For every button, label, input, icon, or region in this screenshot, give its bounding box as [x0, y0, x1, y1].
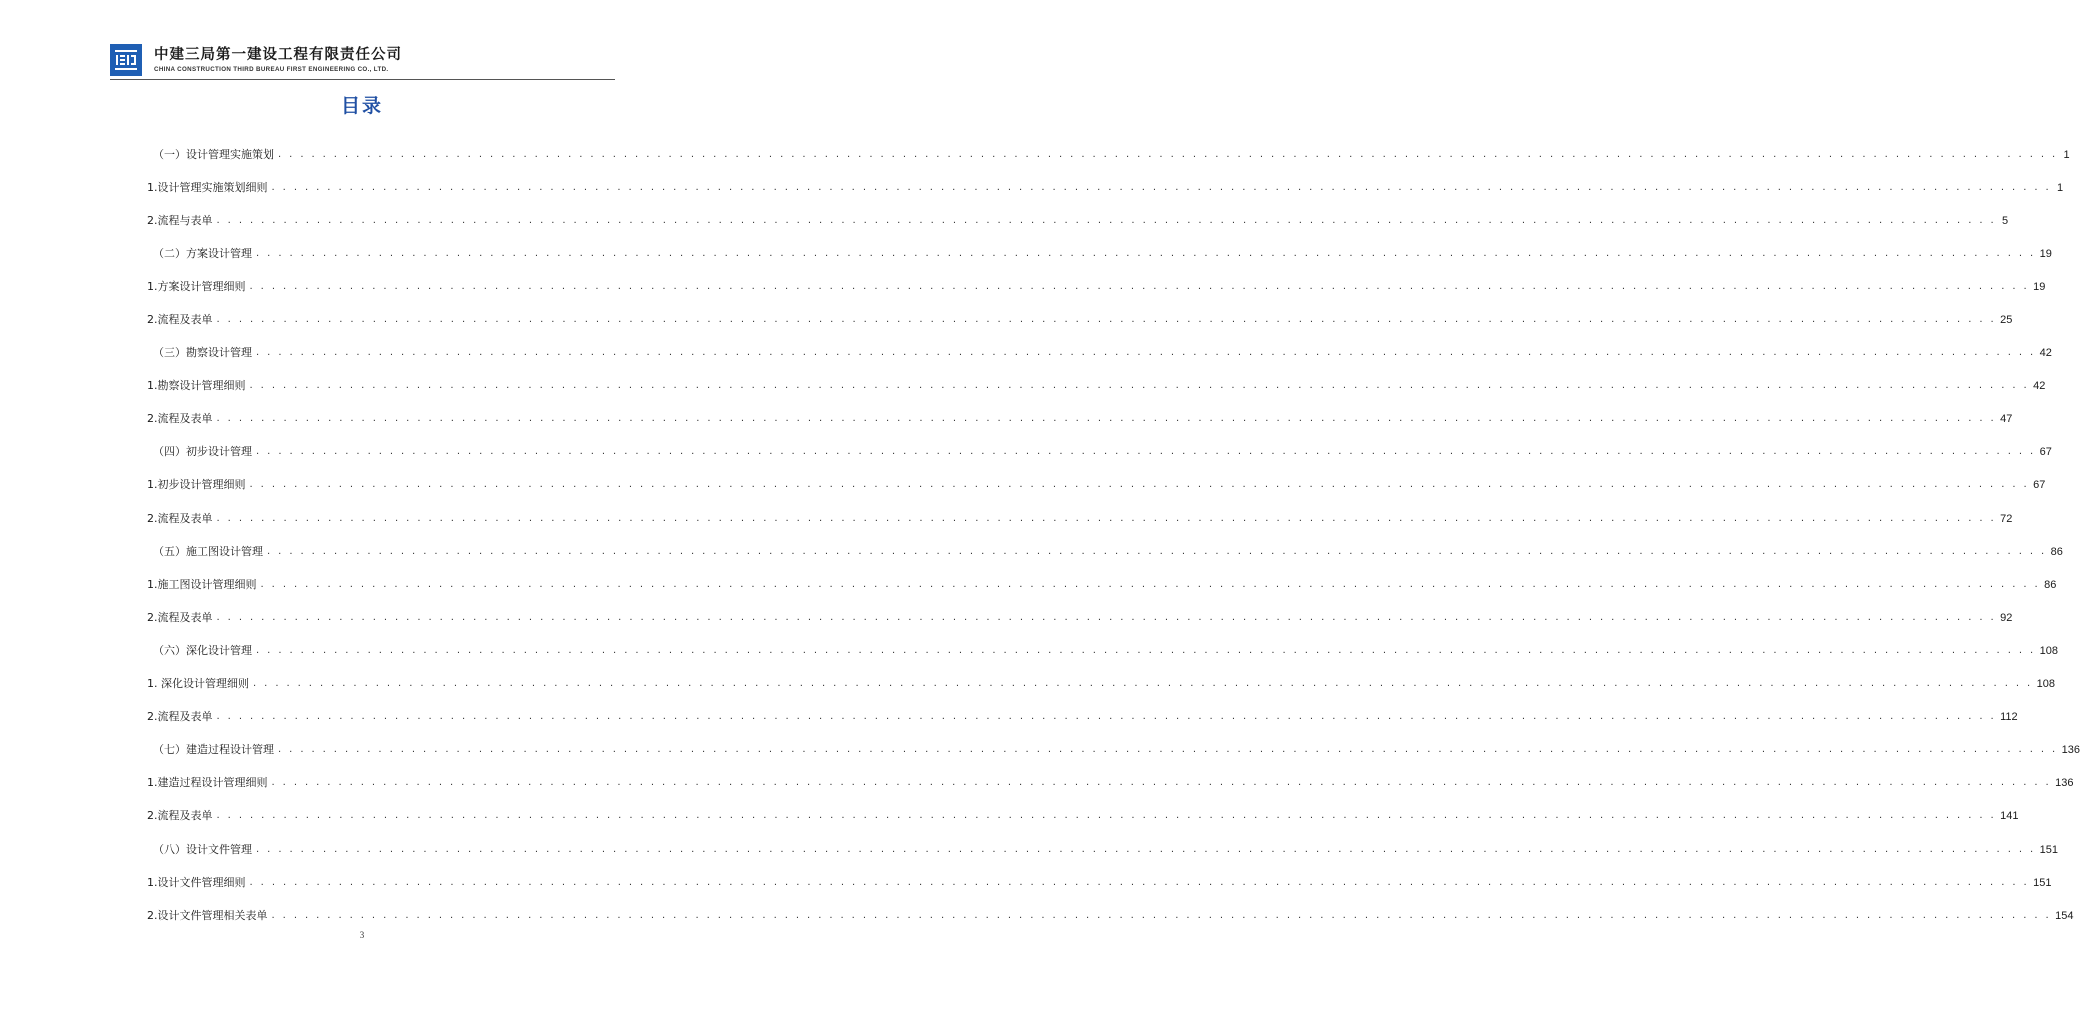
toc-entry-page: 25 [2000, 314, 2013, 327]
toc-entry[interactable] [147, 701, 2018, 734]
toc-leader-dots: . . . . . . . . . . . . . . . . . . . . . . . . . . . . . . . . . . . . . . . . . . . . . . . . . . . . . . . . . . . . . . . . . . . . . . . . . . . . . . . . . . . . . . . . . . . . . . . . . . . . . . . . . . . . . . . . . . . . . . . . . . . . . . . . . . . . . . . . . . . . . . . . . . . . . . . . . . . . . . . . [256, 247, 2036, 259]
toc-entry-label: 1.设计文件管理细则 [147, 875, 246, 889]
toc-leader-dots: . . . . . . . . . . . . . . . . . . . . . . . . . . . . . . . . . . . . . . . . . . . . . . . . . . . . . . . . . . . . . . . . . . . . . . . . . . . . . . . . . . . . . . . . . . . . . . . . . . . . . . . . . . . . . . . . . . . . . . . . . . . . . . . . . . . . . . . . . . . . . . . . . . . . . . . . . . . . . . . . [249, 876, 2030, 888]
toc-leader-dots: . . . . . . . . . . . . . . . . . . . . . . . . . . . . . . . . . . . . . . . . . . . . . . . . . . . . . . . . . . . . . . . . . . . . . . . . . . . . . . . . . . . . . . . . . . . . . . . . . . . . . . . . . . . . . . . . . . . . . . . . . . . . . . . . . . . . . . . . . . . . . . . . . . . . . . . . . . . . . . . . [216, 314, 1997, 326]
toc-entry-label: （二）方案设计管理 [153, 246, 252, 260]
toc-entry-label: 1.方案设计管理细则 [147, 279, 246, 293]
toc-entry[interactable] [147, 237, 2052, 270]
toc-entry[interactable] [147, 668, 2055, 701]
toc-entry[interactable] [147, 370, 2046, 403]
toc-entry-label: 1.建造过程设计管理细则 [147, 776, 268, 790]
toc-entry-label: 2.流程及表单 [147, 610, 213, 624]
toc-leader-dots: . . . . . . . . . . . . . . . . . . . . . . . . . . . . . . . . . . . . . . . . . . . . . . . . . . . . . . . . . . . . . . . . . . . . . . . . . . . . . . . . . . . . . . . . . . . . . . . . . . . . . . . . . . . . . . . . . . . . . . . . . . . . . . . . . . . . . . . . . . . . . . . . . . . . . . . . . . . . . . . . [278, 148, 2058, 160]
toc-entry[interactable] [147, 535, 2063, 568]
toc-entry-label: 1.施工图设计管理细则 [147, 577, 257, 591]
page-title: 目录 [340, 95, 383, 117]
toc-leader-dots: . . . . . . . . . . . . . . . . . . . . . . . . . . . . . . . . . . . . . . . . . . . . . . . . . . . . . . . . . . . . . . . . . . . . . . . . . . . . . . . . . . . . . . . . . . . . . . . . . . . . . . . . . . . . . . . . . . . . . . . . . . . . . . . . . . . . . . . . . . . . . . . . . . . . . . . . . . . . . . . . [249, 280, 2030, 292]
toc-entry-page: 136 [2061, 744, 2080, 757]
table-of-contents [147, 138, 2080, 932]
toc-entry-page: 42 [2033, 380, 2046, 393]
toc-entry[interactable] [147, 403, 2013, 436]
toc-entry[interactable] [147, 303, 2013, 336]
toc-entry-page: 154 [2055, 909, 2074, 922]
toc-entry[interactable] [147, 734, 2080, 767]
page-number: 3 [359, 930, 365, 940]
toc-entry[interactable] [147, 634, 2058, 667]
toc-leader-dots: . . . . . . . . . . . . . . . . . . . . . . . . . . . . . . . . . . . . . . . . . . . . . . . . . . . . . . . . . . . . . . . . . . . . . . . . . . . . . . . . . . . . . . . . . . . . . . . . . . . . . . . . . . . . . . . . . . . . . . . . . . . . . . . . . . . . . . . . . . . . . . . . . . . . . . . . . . . . . . . . [271, 909, 2052, 921]
toc-entry[interactable] [147, 204, 2009, 237]
toc-entry-page: 151 [2039, 843, 2058, 856]
toc-entry[interactable] [147, 568, 2057, 601]
toc-leader-dots: . . . . . . . . . . . . . . . . . . . . . . . . . . . . . . . . . . . . . . . . . . . . . . . . . . . . . . . . . . . . . . . . . . . . . . . . . . . . . . . . . . . . . . . . . . . . . . . . . . . . . . . . . . . . . . . . . . . . . . . . . . . . . . . . . . . . . . . . . . . . . . . . . . . . . . . . . . . . . . . . [216, 512, 1997, 524]
toc-leader-dots: . . . . . . . . . . . . . . . . . . . . . . . . . . . . . . . . . . . . . . . . . . . . . . . . . . . . . . . . . . . . . . . . . . . . . . . . . . . . . . . . . . . . . . . . . . . . . . . . . . . . . . . . . . . . . . . . . . . . . . . . . . . . . . . . . . . . . . . . . . . . . . . . . . . . . . . . . . . . . . . . [271, 777, 2052, 789]
toc-entry-page: 108 [2036, 678, 2055, 691]
toc-entry-page: 92 [2000, 611, 2013, 624]
toc-leader-dots: . . . . . . . . . . . . . . . . . . . . . . . . . . . . . . . . . . . . . . . . . . . . . . . . . . . . . . . . . . . . . . . . . . . . . . . . . . . . . . . . . . . . . . . . . . . . . . . . . . . . . . . . . . . . . . . . . . . . . . . . . . . . . . . . . . . . . . . . . . . . . . . . . . . . . . . . . . . . . . . . [216, 810, 1997, 822]
toc-entry-page: 1 [2063, 148, 2070, 161]
toc-entry-page: 151 [2033, 876, 2052, 889]
toc-entry-label: （三）勘察设计管理 [153, 346, 252, 360]
toc-leader-dots: . . . . . . . . . . . . . . . . . . . . . . . . . . . . . . . . . . . . . . . . . . . . . . . . . . . . . . . . . . . . . . . . . . . . . . . . . . . . . . . . . . . . . . . . . . . . . . . . . . . . . . . . . . . . . . . . . . . . . . . . . . . . . . . . . . . . . . . . . . . . . . . . . . . . . . . . . . . . . . . . [216, 711, 1997, 723]
toc-entry-page: 47 [2000, 413, 2013, 426]
toc-entry-label: 2.流程与表单 [147, 213, 213, 227]
company-name-cn: 中建三局第一建设工程有限责任公司 [154, 47, 402, 63]
toc-entry[interactable] [147, 337, 2052, 370]
toc-entry[interactable] [147, 899, 2074, 932]
page-header [110, 42, 615, 78]
toc-entry-page: 86 [2044, 578, 2057, 591]
toc-leader-dots: . . . . . . . . . . . . . . . . . . . . . . . . . . . . . . . . . . . . . . . . . . . . . . . . . . . . . . . . . . . . . . . . . . . . . . . . . . . . . . . . . . . . . . . . . . . . . . . . . . . . . . . . . . . . . . . . . . . . . . . . . . . . . . . . . . . . . . . . . . . . . . . . . . . . . . . . . . . . . . . . [256, 446, 2036, 458]
toc-entry-page: 19 [2033, 280, 2046, 293]
toc-entry[interactable] [147, 436, 2052, 469]
toc-entry-page: 42 [2039, 347, 2052, 360]
toc-entry-page: 136 [2055, 777, 2074, 790]
company-name-en: CHINA CONSTRUCTION THIRD BUREAU FIRST ENGINEERING CO., LTD. [154, 66, 389, 73]
toc-leader-dots: . . . . . . . . . . . . . . . . . . . . . . . . . . . . . . . . . . . . . . . . . . . . . . . . . . . . . . . . . . . . . . . . . . . . . . . . . . . . . . . . . . . . . . . . . . . . . . . . . . . . . . . . . . . . . . . . . . . . . . . . . . . . . . . . . . . . . . . . . . . . . . . . . . . . . . . . . . . . . . . . [271, 181, 2052, 193]
toc-entry[interactable] [147, 866, 2052, 899]
toc-entry[interactable] [147, 469, 2046, 502]
toc-leader-dots: . . . . . . . . . . . . . . . . . . . . . . . . . . . . . . . . . . . . . . . . . . . . . . . . . . . . . . . . . . . . . . . . . . . . . . . . . . . . . . . . . . . . . . . . . . . . . . . . . . . . . . . . . . . . . . . . . . . . . . . . . . . . . . . . . . . . . . . . . . . . . . . . . . . . . . . . . . . . . . . . [267, 545, 2047, 557]
toc-entry-label: （六）深化设计管理 [153, 643, 252, 657]
toc-entry-label: （七）建造过程设计管理 [153, 743, 274, 757]
toc-entry-page: 5 [2001, 214, 2009, 227]
toc-entry-label: （五）施工图设计管理 [153, 544, 263, 558]
toc-entry-page: 108 [2039, 644, 2058, 657]
toc-entry-label: 2.流程及表单 [147, 313, 213, 327]
toc-entry-label: 1. 深化设计管理细则 [147, 677, 249, 691]
toc-entry-label: 1.设计管理实施策划细则 [147, 180, 268, 194]
toc-leader-dots: . . . . . . . . . . . . . . . . . . . . . . . . . . . . . . . . . . . . . . . . . . . . . . . . . . . . . . . . . . . . . . . . . . . . . . . . . . . . . . . . . . . . . . . . . . . . . . . . . . . . . . . . . . . . . . . . . . . . . . . . . . . . . . . . . . . . . . . . . . . . . . . . . . . . . . . . . . . . . . . . [249, 380, 2030, 392]
toc-leader-dots: . . . . . . . . . . . . . . . . . . . . . . . . . . . . . . . . . . . . . . . . . . . . . . . . . . . . . . . . . . . . . . . . . . . . . . . . . . . . . . . . . . . . . . . . . . . . . . . . . . . . . . . . . . . . . . . . . . . . . . . . . . . . . . . . . . . . . . . . . . . . . . . . . . . . . . . . . . . . . . . . [256, 347, 2036, 359]
toc-leader-dots: . . . . . . . . . . . . . . . . . . . . . . . . . . . . . . . . . . . . . . . . . . . . . . . . . . . . . . . . . . . . . . . . . . . . . . . . . . . . . . . . . . . . . . . . . . . . . . . . . . . . . . . . . . . . . . . . . . . . . . . . . . . . . . . . . . . . . . . . . . . . . . . . . . . . . . . . . . . . . . . . [253, 678, 2033, 690]
toc-entry-label: （八）设计文件管理 [153, 842, 252, 856]
toc-leader-dots: . . . . . . . . . . . . . . . . . . . . . . . . . . . . . . . . . . . . . . . . . . . . . . . . . . . . . . . . . . . . . . . . . . . . . . . . . . . . . . . . . . . . . . . . . . . . . . . . . . . . . . . . . . . . . . . . . . . . . . . . . . . . . . . . . . . . . . . . . . . . . . . . . . . . . . . . . . . . . . . . [256, 843, 2036, 855]
toc-entry-label: 1.初步设计管理细则 [147, 478, 246, 492]
toc-entry-page: 19 [2039, 247, 2052, 260]
toc-entry-page: 86 [2050, 545, 2063, 558]
toc-leader-dots: . . . . . . . . . . . . . . . . . . . . . . . . . . . . . . . . . . . . . . . . . . . . . . . . . . . . . . . . . . . . . . . . . . . . . . . . . . . . . . . . . . . . . . . . . . . . . . . . . . . . . . . . . . . . . . . . . . . . . . . . . . . . . . . . . . . . . . . . . . . . . . . . . . . . . . . . . . . . . . . . [216, 413, 1997, 425]
cscec-logo-icon [110, 44, 142, 76]
toc-leader-dots: . . . . . . . . . . . . . . . . . . . . . . . . . . . . . . . . . . . . . . . . . . . . . . . . . . . . . . . . . . . . . . . . . . . . . . . . . . . . . . . . . . . . . . . . . . . . . . . . . . . . . . . . . . . . . . . . . . . . . . . . . . . . . . . . . . . . . . . . . . . . . . . . . . . . . . . . . . . . . . . . [216, 611, 1997, 623]
toc-entry-page: 112 [2000, 711, 2018, 724]
toc-entry-page: 1 [2056, 181, 2064, 194]
toc-entry[interactable] [147, 601, 2013, 634]
toc-entry-label: 2.流程及表单 [147, 809, 213, 823]
header-divider [110, 79, 615, 80]
toc-entry-page: 72 [2000, 512, 2013, 525]
toc-leader-dots: . . . . . . . . . . . . . . . . . . . . . . . . . . . . . . . . . . . . . . . . . . . . . . . . . . . . . . . . . . . . . . . . . . . . . . . . . . . . . . . . . . . . . . . . . . . . . . . . . . . . . . . . . . . . . . . . . . . . . . . . . . . . . . . . . . . . . . . . . . . . . . . . . . . . . . . . . . . . . . . . [260, 578, 2041, 590]
toc-leader-dots: . . . . . . . . . . . . . . . . . . . . . . . . . . . . . . . . . . . . . . . . . . . . . . . . . . . . . . . . . . . . . . . . . . . . . . . . . . . . . . . . . . . . . . . . . . . . . . . . . . . . . . . . . . . . . . . . . . . . . . . . . . . . . . . . . . . . . . . . . . . . . . . . . . . . . . . . . . . . . . . . [216, 214, 1997, 226]
toc-entry-page: 141 [2000, 810, 2019, 823]
toc-entry-label: 2.设计文件管理相关表单 [147, 908, 268, 922]
toc-leader-dots: . . . . . . . . . . . . . . . . . . . . . . . . . . . . . . . . . . . . . . . . . . . . . . . . . . . . . . . . . . . . . . . . . . . . . . . . . . . . . . . . . . . . . . . . . . . . . . . . . . . . . . . . . . . . . . . . . . . . . . . . . . . . . . . . . . . . . . . . . . . . . . . . . . . . . . . . . . . . . . . . [278, 744, 2058, 756]
toc-entry[interactable] [147, 833, 2058, 866]
toc-entry-page: 67 [2039, 446, 2052, 459]
toc-entry[interactable] [147, 138, 2070, 171]
toc-entry[interactable] [147, 502, 2013, 535]
toc-entry-label: 1.勘察设计管理细则 [147, 379, 246, 393]
toc-entry-label: 2.流程及表单 [147, 412, 213, 426]
toc-leader-dots: . . . . . . . . . . . . . . . . . . . . . . . . . . . . . . . . . . . . . . . . . . . . . . . . . . . . . . . . . . . . . . . . . . . . . . . . . . . . . . . . . . . . . . . . . . . . . . . . . . . . . . . . . . . . . . . . . . . . . . . . . . . . . . . . . . . . . . . . . . . . . . . . . . . . . . . . . . . . . . . . [256, 644, 2036, 656]
toc-entry-label: 2.流程及表单 [147, 511, 213, 525]
toc-entry[interactable] [147, 270, 2046, 303]
toc-entry-page: 67 [2033, 479, 2046, 492]
toc-entry[interactable] [147, 767, 2074, 800]
toc-entry-label: （四）初步设计管理 [153, 445, 252, 459]
toc-entry-label: 2.流程及表单 [147, 710, 213, 724]
toc-entry-label: （一）设计管理实施策划 [153, 147, 274, 161]
toc-entry[interactable] [147, 171, 2064, 204]
toc-entry[interactable] [147, 800, 2019, 833]
toc-leader-dots: . . . . . . . . . . . . . . . . . . . . . . . . . . . . . . . . . . . . . . . . . . . . . . . . . . . . . . . . . . . . . . . . . . . . . . . . . . . . . . . . . . . . . . . . . . . . . . . . . . . . . . . . . . . . . . . . . . . . . . . . . . . . . . . . . . . . . . . . . . . . . . . . . . . . . . . . . . . . . . . . [249, 479, 2030, 491]
